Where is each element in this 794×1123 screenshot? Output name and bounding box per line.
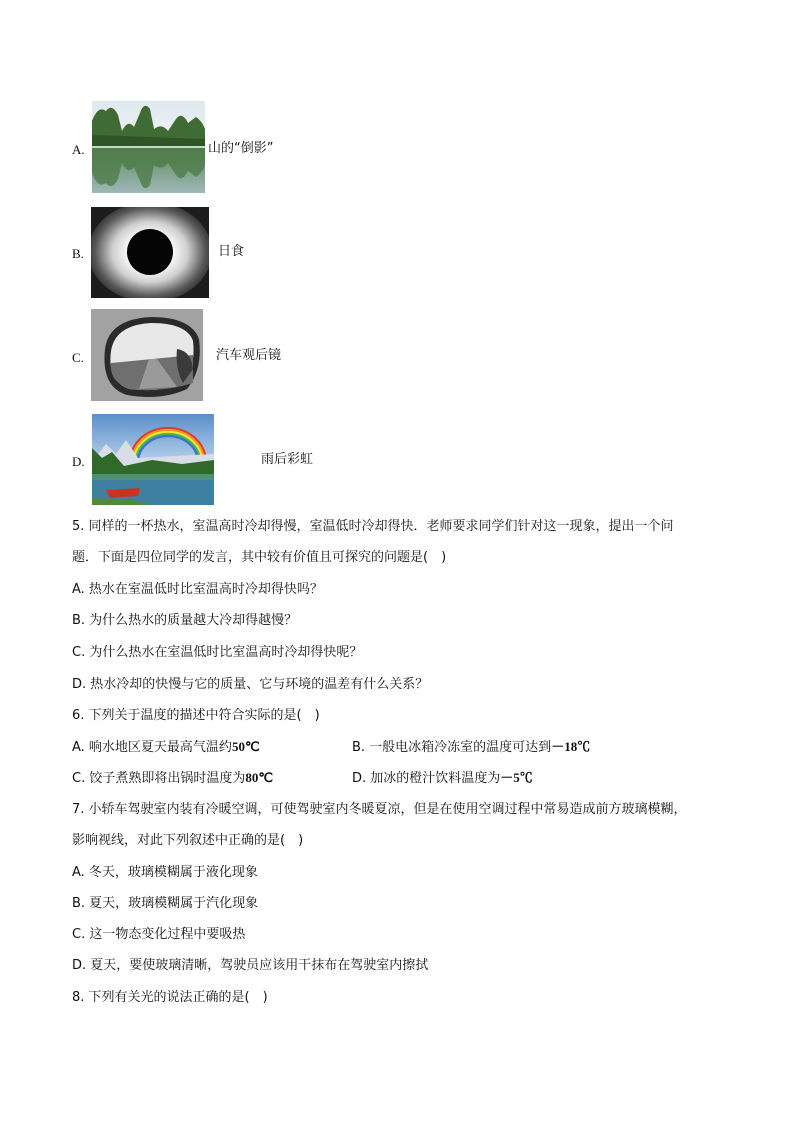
q7-option-b: B. 夏天，玻璃模糊属于汽化现象 — [72, 896, 259, 911]
rainbow-lake-photo — [92, 414, 214, 505]
q7-option-a: A. 冬天，玻璃模糊属于液化现象 — [72, 865, 258, 880]
q6-option-c-text: C. 饺子煮熟即将出锅时温度为 — [72, 771, 246, 786]
car-mirror-photo — [91, 309, 203, 401]
q6-option-c — [72, 770, 273, 787]
q6-option-d — [352, 770, 533, 787]
option-c-caption: 汽车观后镜 — [216, 348, 282, 363]
q7-option-c: C. 这一物态变化过程中要吸热 — [72, 927, 246, 942]
q7-option-d: D. 夏天，要使玻璃清晰，驾驶员应该用干抹布在驾驶室内擦拭 — [72, 958, 429, 973]
solar-eclipse-photo — [91, 207, 209, 298]
option-d-caption: 雨后彩虹 — [261, 452, 314, 467]
q5-option-a: A. 热水在室温低时比室温高时冷却得快吗？ — [72, 582, 323, 597]
q6-option-d-value: －5℃ — [500, 770, 533, 785]
q6-option-a-text: A. 响水地区夏天最高气温约 — [72, 740, 232, 755]
q5-option-d: D. 热水冷却的快慢与它的质量、它与环境的温差有什么关系？ — [72, 677, 429, 692]
option-d-letter: D. — [72, 454, 85, 469]
q7-stem-line1: 7. 小轿车驾驶室内装有冷暖空调，可使驾驶室内冬暖夏凉，但是在使用空调过程中常易造成前方玻璃模糊， — [72, 802, 687, 817]
q6-option-a — [72, 739, 260, 756]
option-b-letter: B. — [72, 246, 84, 261]
q6-option-b-value: －18℃ — [551, 739, 591, 754]
q5-option-c: C. 为什么热水在室温低时比室温高时冷却得快呢？ — [72, 645, 363, 660]
q5-stem-line1: 5. 同样的一杯热水，室温高时冷却得慢，室温低时冷却得快．老师要求同学们针对这一现象，提出一个问 — [72, 519, 674, 534]
q6-option-d-text: D. 加冰的橙汁饮料温度为 — [352, 771, 501, 786]
q7-stem-line2: 影响视线，对此下列叙述中正确的是( ) — [72, 833, 304, 848]
mountain-reflection-photo — [92, 101, 205, 193]
q5-stem-line2: 题．下面是四位同学的发言，其中较有价值且可探究的问题是( ) — [72, 550, 447, 565]
q6-option-a-value: 50℃ — [231, 739, 260, 754]
option-a-caption: 山的“倒影” — [208, 141, 274, 156]
option-a-letter: A. — [72, 142, 85, 157]
q5-option-b: B. 为什么热水的质量越大冷却得越慢？ — [72, 613, 298, 628]
q6-option-b — [352, 739, 590, 756]
q8-stem: 8. 下列有关光的说法正确的是( ) — [72, 990, 268, 1005]
q6-option-b-text: B. 一般电冰箱冷冻室的温度可达到 — [352, 740, 552, 755]
q6-option-c-value: 80℃ — [245, 770, 273, 785]
option-c-letter: C. — [72, 350, 84, 365]
q6-stem: 6. 下列关于温度的描述中符合实际的是( ) — [72, 708, 320, 723]
option-b-caption: 日食 — [218, 244, 245, 259]
